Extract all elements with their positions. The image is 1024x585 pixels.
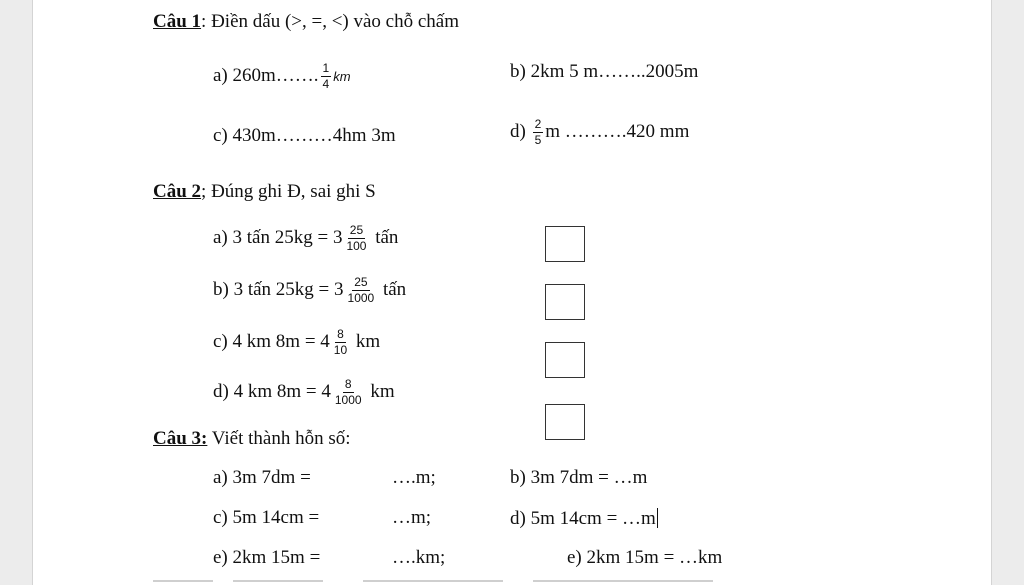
q2-b-fraction: [346, 276, 377, 305]
q1-d-suffix: m ……….420 mm: [545, 121, 690, 143]
q2-answer-box-b[interactable]: [545, 284, 585, 320]
q1-d-denominator: 5: [534, 133, 542, 148]
q2-c-numerator: 8: [335, 328, 346, 343]
q1-a-prefix: a) 260m…….: [213, 65, 319, 87]
question-3-text: Viết thành hỗn số:: [207, 428, 351, 449]
q1-d-prefix: d): [510, 121, 526, 143]
q1-item-c: c) 430m………4hm 3m: [213, 125, 396, 146]
question-3-number: Câu 3:: [153, 428, 208, 449]
q3-e-left: e) 2km 15m =: [213, 547, 321, 568]
q2-answer-box-c[interactable]: [545, 342, 585, 378]
question-1-heading: [153, 12, 459, 31]
cut-off-line-fragment: [233, 580, 323, 582]
q3-f-right: e) 2km 15m = …km: [567, 547, 723, 568]
q2-answer-box-d[interactable]: [545, 404, 585, 440]
q2-b-denominator: 1000: [347, 291, 375, 306]
q2-b-unit: tấn: [382, 279, 407, 301]
q3-d-right: [510, 508, 658, 528]
q2-d-unit: km: [370, 381, 395, 403]
q3-a-blank: ….m;: [392, 467, 436, 488]
q2-d-fraction: [333, 378, 364, 407]
q2-answer-box-a[interactable]: [545, 226, 585, 262]
question-2-number: Câu 2: [153, 181, 202, 202]
question-1-number: Câu 1: [153, 11, 202, 32]
q2-b-prefix: b) 3 tấn 25kg = 3: [213, 279, 344, 301]
question-3-heading: [153, 429, 351, 448]
q3-d-text: d) 5m 14cm = …m: [510, 508, 656, 529]
q3-c-left: c) 5m 14cm =: [213, 507, 320, 528]
q1-item-b: b) 2km 5 m……..2005m: [510, 61, 699, 82]
q1-d-fraction: [533, 118, 544, 147]
cut-off-line-fragment: [363, 580, 503, 582]
q2-item-d: [213, 378, 395, 407]
document-page: [32, 0, 992, 585]
q3-b-right: b) 3m 7dm = …m: [510, 467, 648, 488]
q2-d-denominator: 1000: [334, 393, 362, 408]
cut-off-line-fragment: [153, 580, 213, 582]
q2-c-unit: km: [355, 331, 381, 353]
q2-a-unit: tấn: [375, 227, 399, 249]
q1-a-denominator: 4: [322, 77, 330, 92]
q1-a-unit: km: [333, 69, 351, 85]
q2-a-denominator: 100: [346, 239, 367, 254]
q2-b-numerator: 25: [352, 276, 369, 291]
q2-d-numerator: 8: [343, 378, 354, 393]
question-1-text: : Điền dấu (>, =, <) vào chỗ chấm: [201, 11, 460, 32]
q2-c-prefix: c) 4 km 8m = 4: [213, 331, 330, 353]
text-cursor: [657, 508, 658, 528]
question-2-text: ; Đúng ghi Đ, sai ghi S: [201, 181, 376, 202]
q1-a-fraction: [321, 62, 332, 91]
q3-c-blank: …m;: [392, 507, 432, 528]
q2-item-a: [213, 224, 398, 253]
q2-a-fraction: [344, 224, 368, 253]
q1-d-numerator: 2: [533, 118, 544, 133]
q2-a-prefix: a) 3 tấn 25kg = 3: [213, 227, 343, 249]
q2-c-fraction: [332, 328, 349, 357]
q1-item-a: [213, 62, 351, 91]
cut-off-line-fragment: [533, 580, 713, 582]
q2-item-b: [213, 276, 406, 305]
q3-e-blank: ….km;: [392, 547, 446, 568]
question-2-heading: [153, 182, 376, 201]
q2-c-denominator: 10: [333, 343, 348, 358]
q1-a-numerator: 1: [321, 62, 332, 77]
q1-item-d: [510, 118, 689, 147]
q2-d-prefix: d) 4 km 8m = 4: [213, 381, 331, 403]
q2-item-c: [213, 328, 380, 357]
q3-a-left: a) 3m 7dm =: [213, 467, 311, 488]
q2-a-numerator: 25: [348, 224, 365, 239]
